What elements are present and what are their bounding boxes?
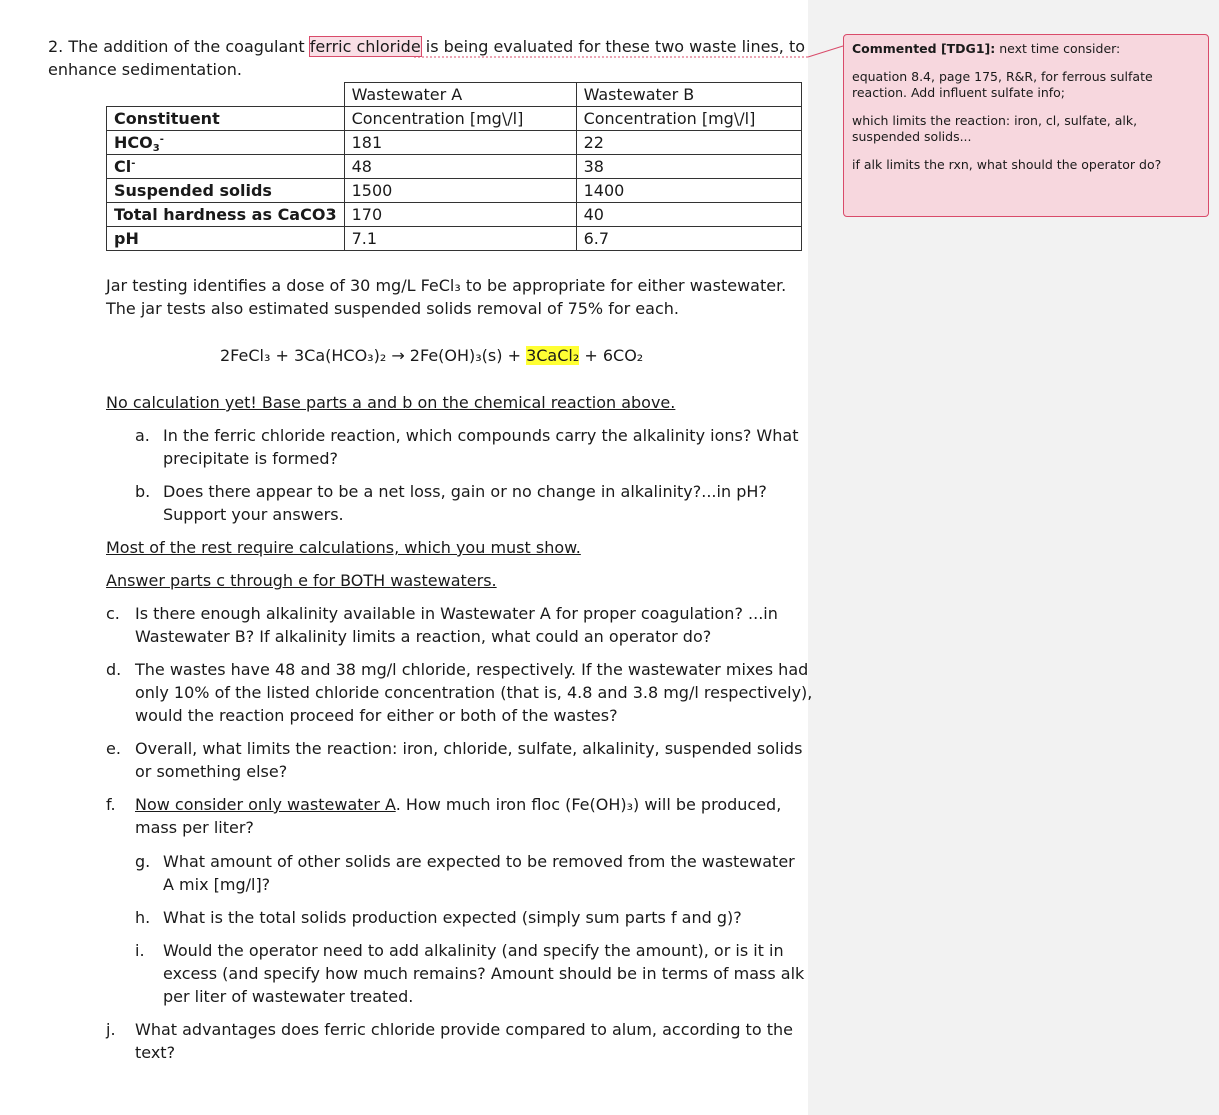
table-cell-b: 22 — [576, 131, 801, 155]
table-header-b: Wastewater B — [576, 83, 801, 107]
equation-part-1: 2FeCl₃ + 3Ca(HCO₃)₂ → 2Fe(OH)₃(s) + — [220, 346, 527, 365]
reaction-equation — [220, 344, 643, 367]
item-c-label: c. — [106, 604, 120, 623]
table-cell-name — [107, 155, 345, 179]
constituent-table — [106, 82, 802, 251]
comment-balloon[interactable] — [843, 34, 1209, 217]
item-d-line-1: The wastes have 48 and 38 mg/l chloride, respectively. If the wastewater mixes had — [135, 660, 809, 679]
table-cell-a: 181 — [344, 131, 576, 155]
item-i-line-2: excess (and specify how much remains? Amount should be in terms of mass alk — [163, 964, 805, 983]
comment-paragraph-2: which limits the reaction: iron, cl, sulfate, alk, suspended solids... — [852, 113, 1138, 144]
item-e-line-1: Overall, what limits the reaction: iron, chloride, sulfate, alkalinity, suspended solids — [135, 739, 803, 758]
item-f-rest: . How much iron floc (Fe(OH)₃) will be produced, — [395, 795, 782, 814]
item-f-label: f. — [106, 795, 116, 814]
table-cell-a: 7.1 — [344, 227, 576, 251]
item-j-line-1: What advantages does ferric chloride provide compared to alum, according to the — [135, 1020, 793, 1039]
table-cell-name: Constituent — [107, 107, 345, 131]
jar-test-line-2: The jar tests also estimated suspended solids removal of 75% for each. — [106, 299, 679, 318]
item-b-line-2: Support your answers. — [163, 505, 344, 524]
item-a-line-2: precipitate is formed? — [163, 449, 339, 468]
table-cell-name: $HCO_3^-$ — [107, 131, 345, 155]
question-line-2: enhance sedimentation. — [48, 60, 242, 79]
superscript: - — [159, 134, 164, 145]
comment-header — [852, 41, 1200, 57]
question-number: 2. — [48, 37, 64, 56]
item-e-label: e. — [106, 739, 121, 758]
item-f-underlined: Now consider only wastewater A — [135, 795, 396, 814]
table-cell-a: 48 — [344, 155, 576, 179]
table-row — [107, 107, 802, 131]
item-c-line-1: Is there enough alkalinity available in Wastewater A for proper coagulation? ...in — [135, 604, 778, 623]
table-cell-a: 1500 — [344, 179, 576, 203]
question-line-1 — [48, 35, 805, 58]
table-header-row — [107, 83, 802, 107]
item-f-line-2: mass per liter? — [135, 818, 254, 837]
table-cell-name: Total hardness as CaCO3 — [107, 203, 345, 227]
note-both-wastewaters: Answer parts c through e for BOTH wastewaters. — [106, 571, 497, 590]
equation-highlight: 3CaCl₂ — [526, 346, 580, 365]
table-row — [107, 155, 802, 179]
table-cell-b: 6.7 — [576, 227, 801, 251]
table-row — [107, 131, 802, 155]
note-rest-calculations: Most of the rest require calculations, which you must show. — [106, 538, 581, 557]
table-row — [107, 203, 802, 227]
item-d-line-2: only 10% of the listed chloride concentration (that is, 4.8 and 3.8 mg/l respectively), — [135, 683, 813, 702]
comment-intro: next time consider: — [995, 41, 1121, 56]
equation-part-2: + 6CO₂ — [579, 346, 644, 365]
item-d-label: d. — [106, 660, 122, 679]
comment-author-tag: Commented [TDG1]: — [852, 41, 996, 56]
table-cell-a: 170 — [344, 203, 576, 227]
question-text-pre: The addition of the coagulant — [68, 37, 310, 56]
comment-paragraph-1: equation 8.4, page 175, R&R, for ferrous sulfate reaction. Add influent sulfate info; — [852, 69, 1153, 100]
table-cell-name: pH — [107, 227, 345, 251]
commented-text-highlight[interactable]: ferric chloride — [309, 37, 421, 56]
item-a-line-1: In the ferric chloride reaction, which compounds carry the alkalinity ions? What — [163, 426, 799, 445]
table-cell-name: Suspended solids — [107, 179, 345, 203]
item-i-line-1: Would the operator need to add alkalinity (and specify the amount), or is it in — [163, 941, 784, 960]
table-header-a: Wastewater A — [344, 83, 576, 107]
table-row — [107, 179, 802, 203]
note-no-calculation: No calculation yet! Base parts a and b on the chemical reaction above. — [106, 393, 676, 412]
item-a-label: a. — [135, 426, 150, 445]
item-c-line-2: Wastewater B? If alkalinity limits a reaction, what could an operator do? — [135, 627, 712, 646]
item-f-line-1 — [135, 793, 781, 816]
item-g-line-2: A mix [mg/l]? — [163, 875, 271, 894]
item-b-label: b. — [135, 482, 151, 501]
item-b-line-1: Does there appear to be a net loss, gain or no change in alkalinity?...in pH? — [163, 482, 767, 501]
item-j-label: j. — [106, 1020, 116, 1039]
comment-paragraph-3: if alk limits the rxn, what should the operator do? — [852, 157, 1162, 172]
cell-text: Cl — [114, 157, 132, 176]
item-j-line-2: text? — [135, 1043, 176, 1062]
table-header-empty — [107, 83, 345, 107]
jar-test-line-1: Jar testing identifies a dose of 30 mg/L FeCl₃ to be appropriate for either wastewater. — [106, 276, 787, 295]
item-h-line-1: What is the total solids production expected (simply sum parts f and g)? — [163, 908, 742, 927]
item-g-label: g. — [135, 852, 151, 871]
superscript: - — [131, 158, 136, 169]
item-d-line-3: would the reaction proceed for either or both of the wastes? — [135, 706, 618, 725]
table-cell-b: 1400 — [576, 179, 801, 203]
item-i-label: i. — [135, 941, 145, 960]
table-cell-b: Concentration [mg\/l] — [576, 107, 801, 131]
question-text-post: is being evaluated for these two waste lines, to — [420, 37, 806, 56]
table-cell-b: 40 — [576, 203, 801, 227]
table-row — [107, 227, 802, 251]
item-h-label: h. — [135, 908, 151, 927]
item-i-line-3: per liter of wastewater treated. — [163, 987, 414, 1006]
item-g-line-1: What amount of other solids are expected to be removed from the wastewater — [163, 852, 795, 871]
table-cell-b: 38 — [576, 155, 801, 179]
item-e-line-2: or something else? — [135, 762, 288, 781]
table-cell-a: Concentration [mg\/l] — [344, 107, 576, 131]
